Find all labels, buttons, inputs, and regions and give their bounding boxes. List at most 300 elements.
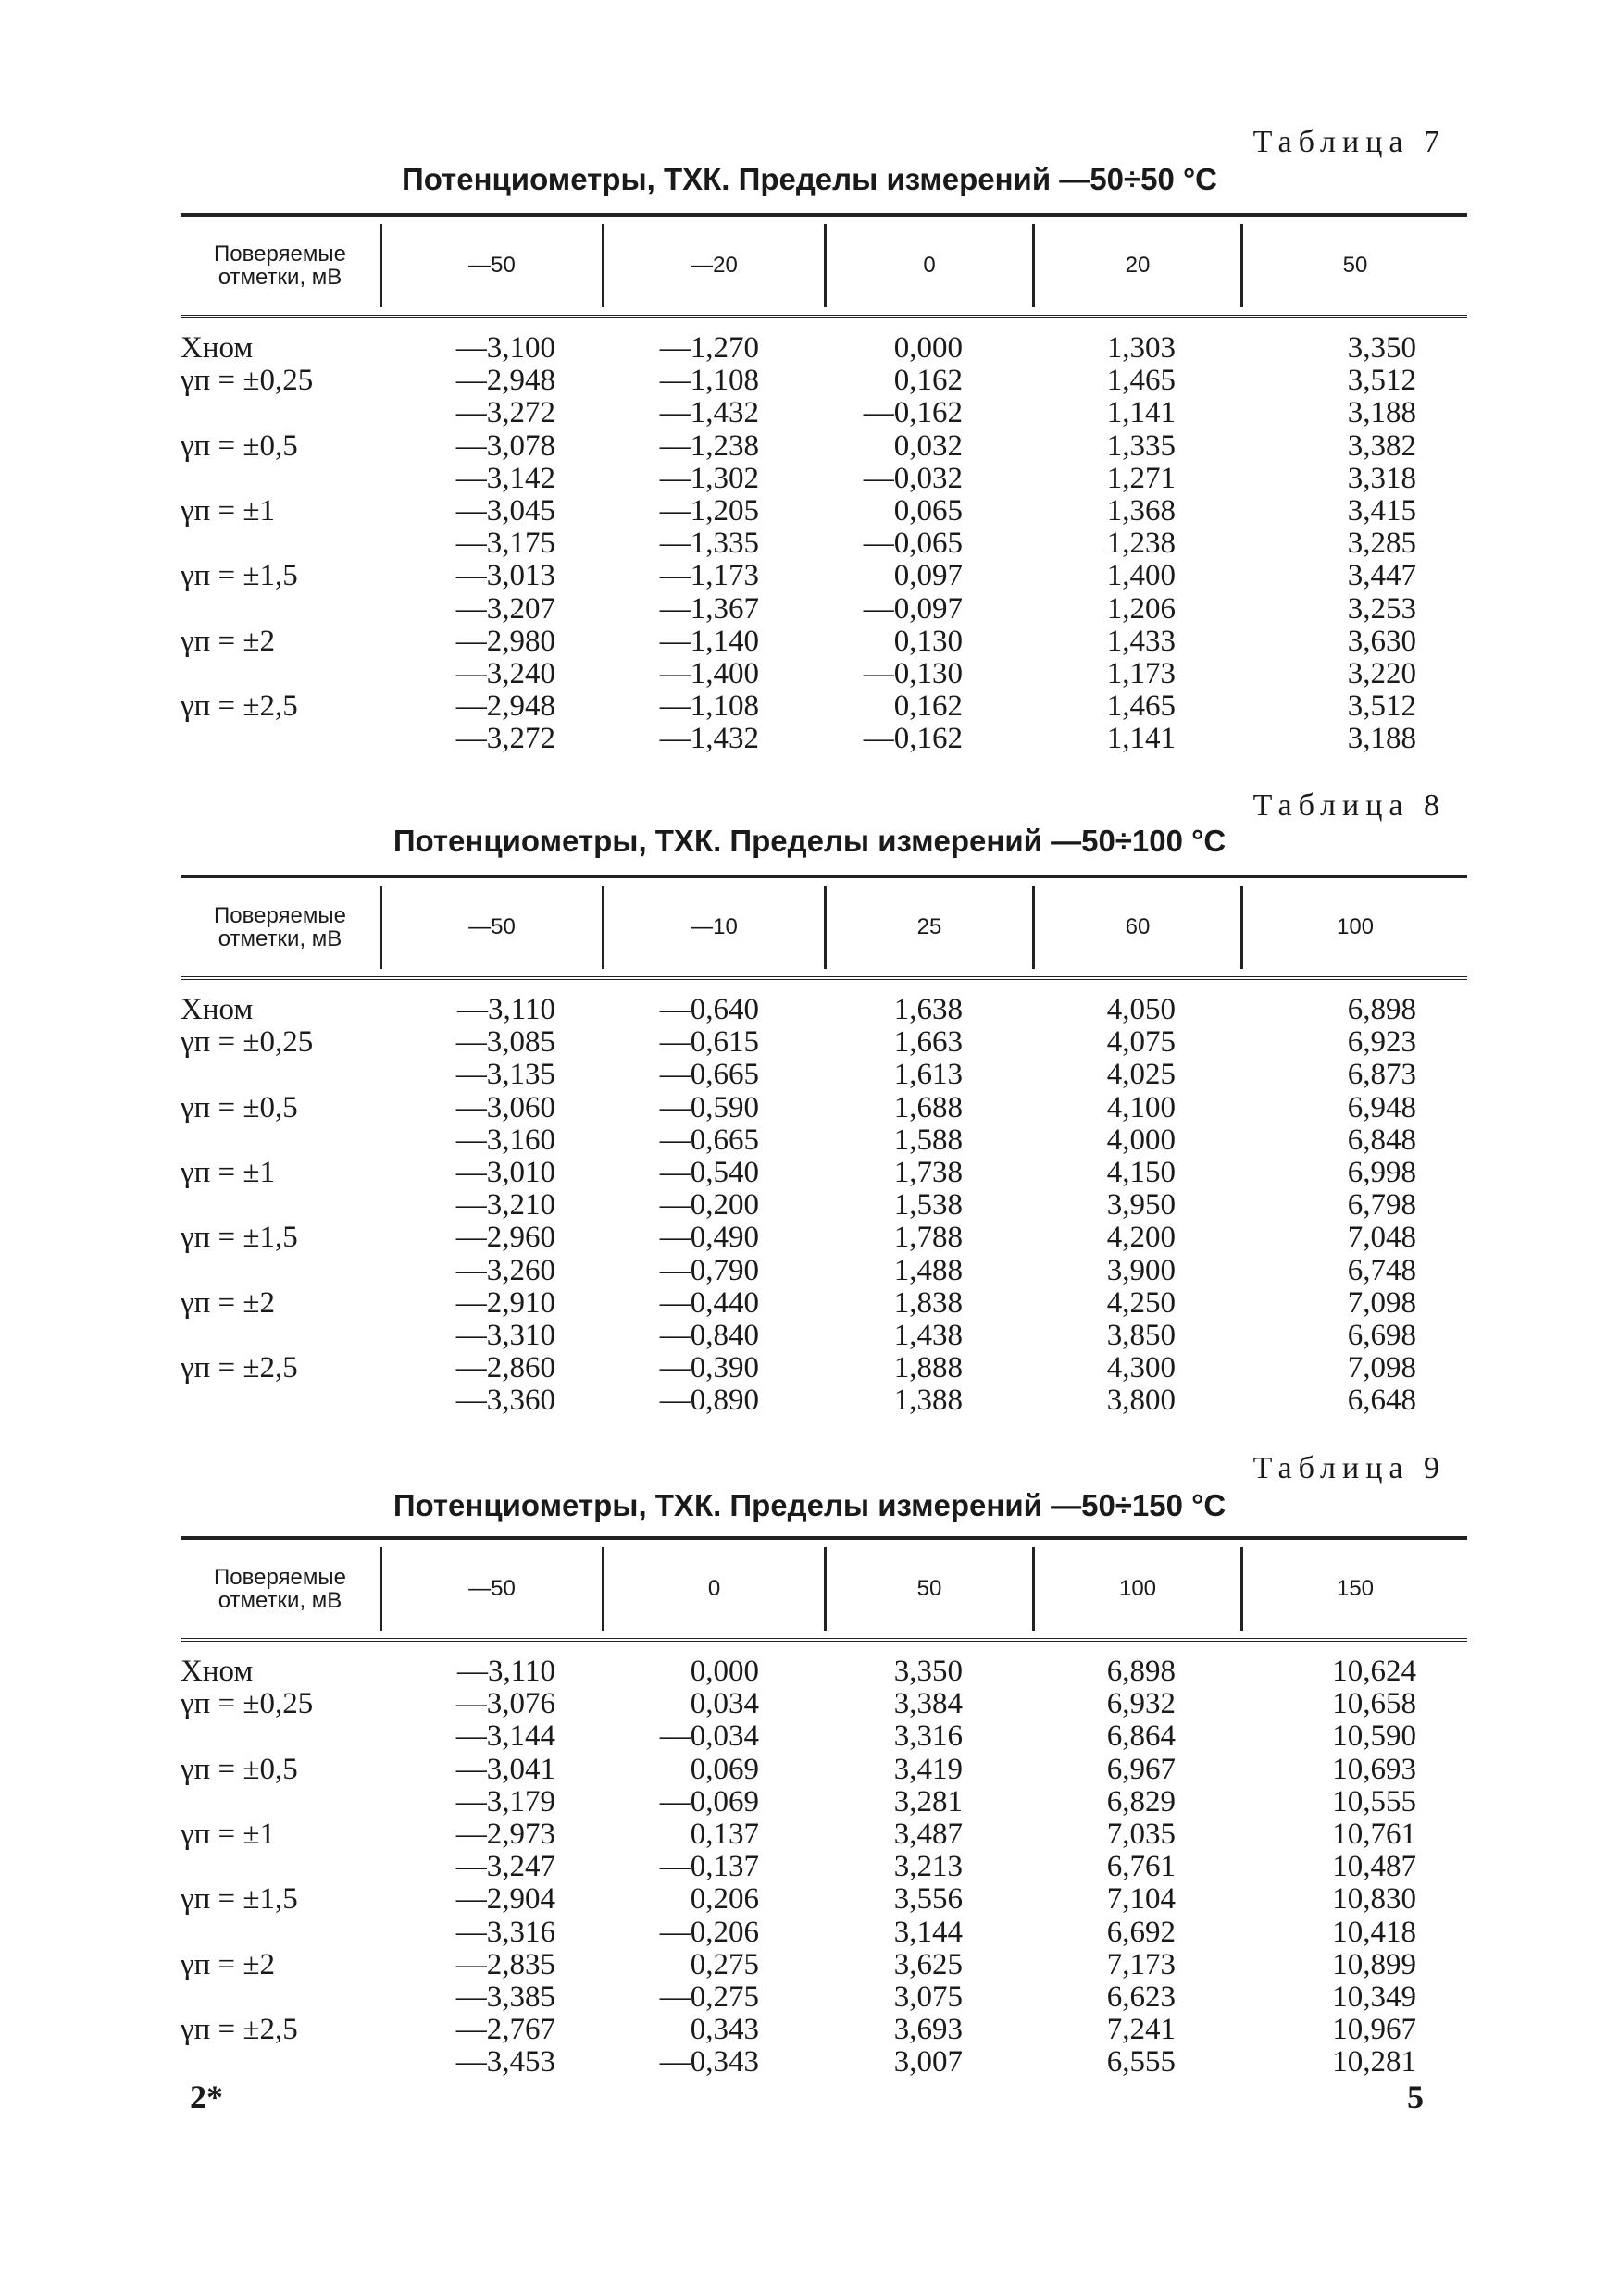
table-row	[181, 462, 1467, 494]
table-cell: 3,188	[1347, 722, 1416, 756]
table-cell: 4,250	[1106, 1285, 1176, 1320]
table-cell: 6,761	[1106, 1850, 1176, 1884]
table-cell: 10,899	[1332, 1947, 1416, 1981]
table-cell: 6,623	[1106, 1980, 1176, 2014]
table-cell: —3,360	[455, 1384, 555, 1418]
table-cell: 1,238	[1106, 527, 1176, 561]
table-row	[181, 1286, 1467, 1319]
table-cell: 3,316	[893, 1719, 963, 1754]
table-cell: 10,693	[1332, 1752, 1416, 1786]
table-cell: 10,555	[1332, 1784, 1416, 1818]
table-cell: 10,830	[1332, 1882, 1416, 1917]
table-cell: —3,316	[455, 1915, 555, 1949]
table-cell: 3,447	[1347, 559, 1416, 593]
table-cell: —3,100	[455, 331, 555, 365]
table-cell: 0,343	[690, 2013, 759, 2047]
table-row	[181, 689, 1467, 722]
table-cell: 3,950	[1106, 1188, 1176, 1222]
table-row	[181, 527, 1467, 559]
table-cell: —0,069	[659, 1784, 759, 1818]
table-cell: —2,860	[455, 1351, 555, 1385]
table-cell: 6,555	[1106, 2045, 1176, 2079]
table-cell: 3,625	[893, 1947, 963, 1981]
table-header	[181, 213, 1467, 318]
table-row	[181, 1188, 1467, 1221]
table-cell: —3,135	[455, 1058, 555, 1092]
row-label: γп = ±0,25	[181, 1687, 314, 1721]
table-cell: 1,838	[893, 1285, 963, 1320]
table-row	[181, 1025, 1467, 1058]
table-cell: 6,698	[1347, 1318, 1416, 1352]
table-cell: 6,967	[1106, 1752, 1176, 1786]
table-cell: 1,465	[1106, 364, 1176, 398]
table-cell: —0,890	[659, 1384, 759, 1418]
table-cell: —0,615	[659, 1025, 759, 1060]
table-cell: —2,980	[455, 624, 555, 658]
column-divider	[1240, 224, 1243, 307]
table-header	[181, 875, 1467, 980]
table-cell: 0,000	[893, 331, 963, 365]
table-row	[181, 1753, 1467, 1785]
table-cell: 6,648	[1347, 1384, 1416, 1418]
row-label: γп = ±2	[181, 1285, 275, 1320]
table-cell: —2,904	[455, 1882, 555, 1917]
table-cell: —0,840	[659, 1318, 759, 1352]
table-cell: 1,888	[893, 1351, 963, 1385]
table-cell: 3,007	[893, 2045, 963, 2079]
table-row	[181, 625, 1467, 657]
table-row	[181, 1058, 1467, 1090]
table-row	[181, 559, 1467, 591]
table-cell: 1,303	[1106, 331, 1176, 365]
table-cell: 1,141	[1106, 722, 1176, 756]
table-cell: —2,910	[455, 1285, 555, 1320]
column-header: —50	[468, 914, 516, 939]
table-cell: 0,137	[690, 1817, 759, 1851]
table-cell: 0,162	[893, 364, 963, 398]
table-row	[181, 494, 1467, 527]
table-cell: —3,310	[455, 1318, 555, 1352]
table-cell: 3,075	[893, 1980, 963, 2014]
column-divider	[1240, 1547, 1243, 1631]
table-cell: —3,110	[456, 1655, 555, 1688]
table-cell: —3,385	[455, 1980, 555, 2014]
table-cell: 1,538	[893, 1188, 963, 1222]
table-cell: —1,108	[659, 364, 759, 398]
table-row	[181, 429, 1467, 462]
table-cell: 10,349	[1332, 1980, 1416, 2014]
table-cell: —0,665	[659, 1123, 759, 1157]
column-divider	[602, 224, 604, 307]
table-cell: —1,270	[659, 331, 759, 365]
table-cell: 10,967	[1332, 2013, 1416, 2047]
table-cell: 7,035	[1106, 1817, 1176, 1851]
header-label: Поверяемые отметки, мВ	[214, 242, 346, 290]
table-cell: 0,206	[690, 1882, 759, 1917]
column-divider	[824, 886, 827, 969]
table-cell: 3,415	[1347, 493, 1416, 527]
table-cell: 4,000	[1106, 1123, 1176, 1157]
table-cell: —3,076	[455, 1687, 555, 1721]
column-header: 50	[1342, 253, 1368, 278]
column-header: 50	[916, 1576, 942, 1601]
table-cell: —3,240	[455, 656, 555, 690]
table-cell: 3,630	[1347, 624, 1416, 658]
table-cell: 1,663	[893, 1025, 963, 1060]
table-cell: —3,041	[455, 1752, 555, 1786]
table-cell: —0,200	[659, 1188, 759, 1222]
row-label: γп = ±1,5	[181, 1221, 298, 1255]
column-header: 100	[1336, 914, 1375, 939]
table-cell: —3,010	[455, 1155, 555, 1189]
row-label: γп = ±0,5	[181, 1752, 298, 1786]
table-cell: —3,453	[455, 2045, 555, 2079]
table-cell: —1,367	[659, 591, 759, 626]
row-label: γп = ±1,5	[181, 559, 298, 593]
table-cell: —3,207	[455, 591, 555, 626]
table-cell: —0,065	[863, 527, 963, 561]
table-cell: 3,512	[1347, 689, 1416, 724]
table-row	[181, 1882, 1467, 1915]
table-cell: 6,898	[1347, 993, 1416, 1026]
table-cell: —1,205	[659, 493, 759, 527]
row-label: γп = ±1	[181, 493, 275, 527]
table-cell: 0,097	[893, 559, 963, 593]
table-cell: 7,098	[1347, 1351, 1416, 1385]
table-cell: 1,271	[1106, 461, 1176, 495]
row-label: γп = ±2,5	[181, 689, 298, 724]
table-row	[181, 657, 1467, 689]
table-cell: —0,097	[863, 591, 963, 626]
table-cell: 1,438	[893, 1318, 963, 1352]
table-cell: —1,400	[659, 656, 759, 690]
table-cell: 6,932	[1106, 1687, 1176, 1721]
row-label: Xном	[181, 1655, 254, 1688]
table-row	[181, 1687, 1467, 1719]
table-cell: 6,923	[1347, 1025, 1416, 1060]
table-cell: —0,665	[659, 1058, 759, 1092]
table-cell: 4,050	[1106, 993, 1176, 1026]
table-cell: 4,025	[1106, 1058, 1176, 1092]
table-cell: —0,275	[659, 1980, 759, 2014]
table-row	[181, 1351, 1467, 1384]
table-cell: —1,432	[659, 396, 759, 430]
table-number: Таблица 7	[1252, 125, 1446, 159]
row-label: Xном	[181, 993, 254, 1026]
table-header	[181, 1536, 1467, 1642]
column-header: 0	[923, 253, 936, 278]
table-cell: —0,130	[863, 656, 963, 690]
column-divider	[1032, 886, 1035, 969]
table-cell: 3,487	[893, 1817, 963, 1851]
table-cell: 0,130	[893, 624, 963, 658]
table-cell: 1,638	[893, 993, 963, 1026]
table-number: Таблица 8	[1252, 788, 1446, 823]
column-header: —10	[691, 914, 738, 939]
table-cell: —3,144	[455, 1719, 555, 1754]
table-cell: 10,624	[1332, 1655, 1416, 1688]
table-cell: 7,048	[1347, 1221, 1416, 1255]
table-row	[181, 993, 1467, 1025]
table-cell: 1,588	[893, 1123, 963, 1157]
table-cell: —1,335	[659, 527, 759, 561]
table-cell: —3,013	[455, 559, 555, 593]
header-label: Поверяемые отметки, мВ	[214, 1565, 346, 1613]
table-cell: 10,418	[1332, 1915, 1416, 1949]
table-cell: —1,238	[659, 428, 759, 463]
table-cell: 1,788	[893, 1221, 963, 1255]
table-cell: —0,162	[863, 722, 963, 756]
table-cell: 3,556	[893, 1882, 963, 1917]
table-cell: 10,281	[1332, 2045, 1416, 2079]
table-cell: 3,188	[1347, 396, 1416, 430]
table-cell: —0,590	[659, 1090, 759, 1124]
table-row	[181, 1254, 1467, 1286]
column-divider	[380, 886, 382, 969]
table-cell: 4,075	[1106, 1025, 1176, 1060]
table-cell: 1,206	[1106, 591, 1176, 626]
table-cell: 3,144	[893, 1915, 963, 1949]
table-cell: 3,281	[893, 1784, 963, 1818]
table-row	[181, 1948, 1467, 1980]
table-cell: —0,440	[659, 1285, 759, 1320]
table-row	[181, 1785, 1467, 1818]
table-cell: —0,790	[659, 1253, 759, 1287]
table-row	[181, 396, 1467, 428]
table-row	[181, 1123, 1467, 1156]
table-title: Потенциометры, ТХК. Пределы измерений —50÷100 °C	[392, 824, 1227, 858]
table-cell: 0,032	[893, 428, 963, 463]
table-cell: 0,275	[690, 1947, 759, 1981]
row-label: γп = ±1	[181, 1817, 275, 1851]
table-cell: —3,175	[455, 527, 555, 561]
table-row	[181, 331, 1467, 364]
table-cell: 3,253	[1347, 591, 1416, 626]
column-header: 150	[1336, 1576, 1375, 1601]
table-row	[181, 1091, 1467, 1123]
table-cell: —0,034	[659, 1719, 759, 1754]
table-cell: 1,688	[893, 1090, 963, 1124]
row-label: γп = ±0,5	[181, 428, 298, 463]
table-body	[181, 1655, 1467, 2078]
table-cell: —2,948	[455, 689, 555, 724]
table-cell: —3,272	[455, 722, 555, 756]
column-header: 25	[916, 914, 942, 939]
table-cell: —3,160	[455, 1123, 555, 1157]
table-cell: —3,272	[455, 396, 555, 430]
table-cell: —0,390	[659, 1351, 759, 1385]
row-label: γп = ±0,5	[181, 1090, 298, 1124]
table-cell: 10,590	[1332, 1719, 1416, 1754]
table-cell: 6,848	[1347, 1123, 1416, 1157]
table-cell: —0,032	[863, 461, 963, 495]
table-cell: 1,368	[1106, 493, 1176, 527]
table-cell: 7,104	[1106, 1882, 1176, 1917]
table-cell: 10,658	[1332, 1687, 1416, 1721]
table-cell: —3,179	[455, 1784, 555, 1818]
table-cell: 6,998	[1347, 1155, 1416, 1189]
row-label: Xном	[181, 331, 254, 365]
table-cell: —0,490	[659, 1221, 759, 1255]
row-label: γп = ±2	[181, 624, 275, 658]
table-cell: 1,433	[1106, 624, 1176, 658]
table-cell: —2,948	[455, 364, 555, 398]
column-divider	[1032, 1547, 1035, 1631]
row-label: γп = ±1	[181, 1155, 275, 1189]
table-cell: 4,100	[1106, 1090, 1176, 1124]
column-divider	[602, 1547, 604, 1631]
table-number: Таблица 9	[1252, 1451, 1446, 1485]
table-cell: 0,000	[690, 1655, 759, 1688]
data-table	[181, 213, 1467, 754]
column-header: 20	[1125, 253, 1151, 278]
column-divider	[1032, 224, 1035, 307]
row-label: γп = ±2	[181, 1947, 275, 1981]
table-cell: 3,693	[893, 2013, 963, 2047]
table-cell: —2,835	[455, 1947, 555, 1981]
table-cell: 0,034	[690, 1687, 759, 1721]
table-cell: 3,350	[893, 1655, 963, 1688]
table-cell: 3,213	[893, 1850, 963, 1884]
table-title: Потенциометры, ТХК. Пределы измерений —50÷150 °C	[392, 1488, 1227, 1522]
table-row	[181, 1980, 1467, 2013]
table-row	[181, 1384, 1467, 1416]
table-cell: 10,761	[1332, 1817, 1416, 1851]
table-cell: 3,350	[1347, 331, 1416, 365]
table-row	[181, 2013, 1467, 2045]
row-label: γп = ±2,5	[181, 2013, 298, 2047]
table-cell: —0,540	[659, 1155, 759, 1189]
table-cell: —3,142	[455, 461, 555, 495]
table-cell: 6,864	[1106, 1719, 1176, 1754]
table-cell: —3,085	[455, 1025, 555, 1060]
table-cell: 6,873	[1347, 1058, 1416, 1092]
table-cell: 7,098	[1347, 1285, 1416, 1320]
column-header: 100	[1118, 1576, 1157, 1601]
table-cell: 1,488	[893, 1253, 963, 1287]
table-row	[181, 1221, 1467, 1253]
table-cell: 3,220	[1347, 656, 1416, 690]
table-cell: —2,973	[455, 1817, 555, 1851]
table-cell: —1,140	[659, 624, 759, 658]
table-cell: 3,900	[1106, 1253, 1176, 1287]
table-cell: —0,206	[659, 1915, 759, 1949]
table-cell: 3,318	[1347, 461, 1416, 495]
table-cell: 3,419	[893, 1752, 963, 1786]
table-cell: —3,078	[455, 428, 555, 463]
column-header: —50	[468, 253, 516, 278]
table-cell: —0,137	[659, 1850, 759, 1884]
column-divider	[602, 886, 604, 969]
table-cell: 3,285	[1347, 527, 1416, 561]
table-row	[181, 592, 1467, 625]
table-cell: 1,400	[1106, 559, 1176, 593]
table-cell: —3,045	[455, 493, 555, 527]
header-label: Поверяемые отметки, мВ	[214, 903, 346, 951]
table-cell: 3,850	[1106, 1318, 1176, 1352]
table-cell: —3,060	[455, 1090, 555, 1124]
table-cell: —1,173	[659, 559, 759, 593]
table-cell: 3,384	[893, 1687, 963, 1721]
data-table	[181, 875, 1467, 1416]
column-header: —50	[468, 1576, 516, 1601]
table-cell: 6,829	[1106, 1784, 1176, 1818]
table-cell: —3,110	[456, 993, 555, 1026]
table-cell: —1,432	[659, 722, 759, 756]
column-header: —20	[691, 253, 738, 278]
table-cell: 3,382	[1347, 428, 1416, 463]
row-label: γп = ±0,25	[181, 364, 314, 398]
column-header: 0	[707, 1576, 721, 1601]
table-cell: 0,069	[690, 1752, 759, 1786]
table-cell: 7,241	[1106, 2013, 1176, 2047]
data-table	[181, 1536, 1467, 2078]
table-cell: 3,800	[1106, 1384, 1176, 1418]
page-number: 5	[1407, 2079, 1424, 2116]
column-divider	[380, 1547, 382, 1631]
row-label: γп = ±2,5	[181, 1351, 298, 1385]
table-cell: —2,960	[455, 1221, 555, 1255]
table-cell: 3,512	[1347, 364, 1416, 398]
table-cell: 1,388	[893, 1384, 963, 1418]
table-cell: 6,692	[1106, 1915, 1176, 1949]
table-cell: —0,640	[659, 993, 759, 1026]
table-cell: 1,738	[893, 1155, 963, 1189]
table-cell: 1,465	[1106, 689, 1176, 724]
table-cell: —3,210	[455, 1188, 555, 1222]
table-cell: 4,300	[1106, 1351, 1176, 1385]
table-row	[181, 364, 1467, 396]
table-cell: 6,798	[1347, 1188, 1416, 1222]
column-divider	[380, 224, 382, 307]
table-cell: 0,162	[893, 689, 963, 724]
table-row	[181, 1850, 1467, 1882]
table-row	[181, 1916, 1467, 1948]
table-title: Потенциометры, ТХК. Пределы измерений —50÷50 °C	[402, 162, 1217, 196]
table-cell: 10,487	[1332, 1850, 1416, 1884]
table-row	[181, 1719, 1467, 1752]
table-cell: —0,343	[659, 2045, 759, 2079]
table-cell: —3,260	[455, 1253, 555, 1287]
table-cell: 6,748	[1347, 1253, 1416, 1287]
row-label: γп = ±0,25	[181, 1025, 314, 1060]
table-cell: 6,948	[1347, 1090, 1416, 1124]
footer-signature-mark: 2*	[190, 2079, 223, 2116]
table-body	[181, 993, 1467, 1416]
column-divider	[1240, 886, 1243, 969]
table-cell: 1,141	[1106, 396, 1176, 430]
table-row	[181, 2045, 1467, 2078]
table-row	[181, 1655, 1467, 1687]
table-row	[181, 1818, 1467, 1850]
column-divider	[824, 224, 827, 307]
table-cell: —2,767	[455, 2013, 555, 2047]
table-cell: 4,150	[1106, 1155, 1176, 1189]
column-header: 60	[1125, 914, 1151, 939]
table-cell: —0,162	[863, 396, 963, 430]
row-label: γп = ±1,5	[181, 1882, 298, 1917]
table-cell: 7,173	[1106, 1947, 1176, 1981]
table-row	[181, 722, 1467, 754]
table-cell: 0,065	[893, 493, 963, 527]
table-cell: —3,247	[455, 1850, 555, 1884]
column-divider	[824, 1547, 827, 1631]
table-body	[181, 331, 1467, 754]
table-cell: 6,898	[1106, 1655, 1176, 1688]
table-cell: 1,613	[893, 1058, 963, 1092]
table-cell: —1,108	[659, 689, 759, 724]
table-cell: —1,302	[659, 461, 759, 495]
